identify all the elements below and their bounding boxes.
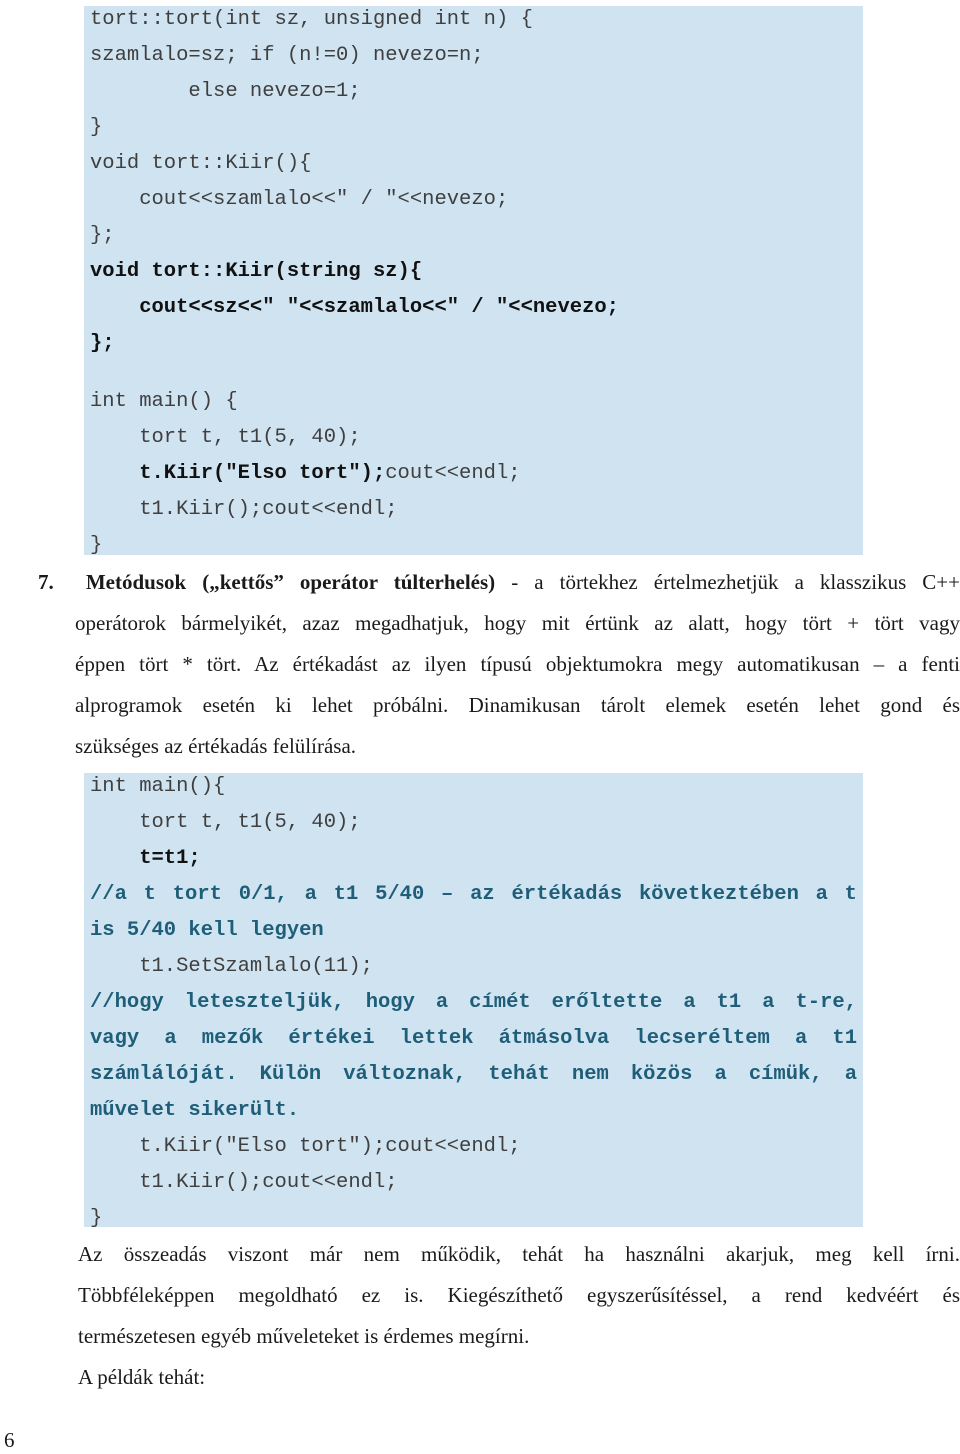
code-line: void tort::Kiir(string sz){ xyxy=(90,260,423,283)
section-number: 7. xyxy=(38,570,54,594)
code-line: t1.Kiir();cout<<endl; xyxy=(90,1171,398,1194)
section-7-line: szükséges az értékadás felülírása. xyxy=(75,734,357,758)
code-line: tort::tort(int sz, unsigned int n) { xyxy=(90,8,533,31)
code-line: t=t1; xyxy=(90,847,201,870)
code-line: } xyxy=(90,116,103,139)
code-line: }; xyxy=(90,224,115,247)
code-line-mixed xyxy=(90,460,857,488)
code-line: t.Kiir("Elso tort");cout<<endl; xyxy=(90,1135,521,1158)
section-7-line: éppen tört * tört. Az értékadást az ilyen típusú objektumokra megy automatikusan – a fenti xyxy=(75,652,960,676)
code-line: int main() { xyxy=(90,390,238,413)
section-7-line xyxy=(38,562,960,603)
code-line: } xyxy=(90,1207,103,1230)
code-comment-line: //a t tort 0/1, a t1 5/40 – az értékadás következtében a t xyxy=(90,883,857,906)
closing-line: Többféleképpen megoldható ez is. Kiegészíthető egyszerűsítéssel, a rend kedvéért és xyxy=(78,1283,960,1307)
code-normal-segment: cout<<endl; xyxy=(385,462,521,485)
code-block-assignment-example xyxy=(84,773,863,1230)
section-text: - a törtekhez értelmezhetjük a klasszikus C++ xyxy=(495,570,960,594)
section-7-paragraph xyxy=(38,562,960,767)
code-line: szamlalo=sz; if (n!=0) nevezo=n; xyxy=(90,44,484,67)
code-comment-line: is 5/40 kell legyen xyxy=(90,919,324,942)
code-line: tort t, t1(5, 40); xyxy=(90,426,361,449)
code-line: } xyxy=(90,534,103,557)
closing-line: A példák tehát: xyxy=(78,1365,206,1389)
code-line: cout<<szamlalo<<" / "<<nevezo; xyxy=(90,188,509,211)
code-line: else nevezo=1; xyxy=(90,80,361,103)
code-bold-segment: t.Kiir("Elso tort"); xyxy=(90,462,386,485)
code-line: int main(){ xyxy=(90,775,226,798)
code-block-constructor-and-main xyxy=(84,6,863,555)
closing-line: Az összeadás viszont már nem működik, tehát ha használni akarjuk, meg kell írni. xyxy=(78,1242,960,1266)
section-7-line: alprogramok esetén ki lehet próbálni. Dinamikusan tárolt elemek esetén lehet gond és xyxy=(75,693,960,717)
code-line: t1.SetSzamlalo(11); xyxy=(90,955,373,978)
code-comment-line: vagy a mezők értékei lettek átmásolva lecseréltem a t1 xyxy=(90,1027,857,1050)
code-line: }; xyxy=(90,332,115,355)
code-comment-line: művelet sikerült. xyxy=(90,1099,300,1122)
closing-paragraph xyxy=(78,1234,960,1398)
code-line: t1.Kiir();cout<<endl; xyxy=(90,498,398,521)
code-line: tort t, t1(5, 40); xyxy=(90,811,361,834)
code-comment-line: //hogy leteszteljük, hogy a címét erőltette a t1 a t-re, xyxy=(90,991,857,1014)
code-comment-line: számlálóját. Külön változnak, tehát nem közös a címük, a xyxy=(90,1063,857,1086)
code-line: cout<<sz<<" "<<szamlalo<<" / "<<nevezo; xyxy=(90,296,619,319)
section-7-line: operátorok bármelyikét, azaz megadhatjuk, hogy mit értünk az alatt, hogy tört + tört vagy xyxy=(75,611,960,635)
page-number: 6 xyxy=(4,1428,15,1452)
section-heading: Metódusok („kettős” operátor túlterhelés) xyxy=(85,570,496,594)
closing-line: természetesen egyéb műveleteket is érdemes megírni. xyxy=(78,1324,530,1348)
code-line: void tort::Kiir(){ xyxy=(90,152,312,175)
